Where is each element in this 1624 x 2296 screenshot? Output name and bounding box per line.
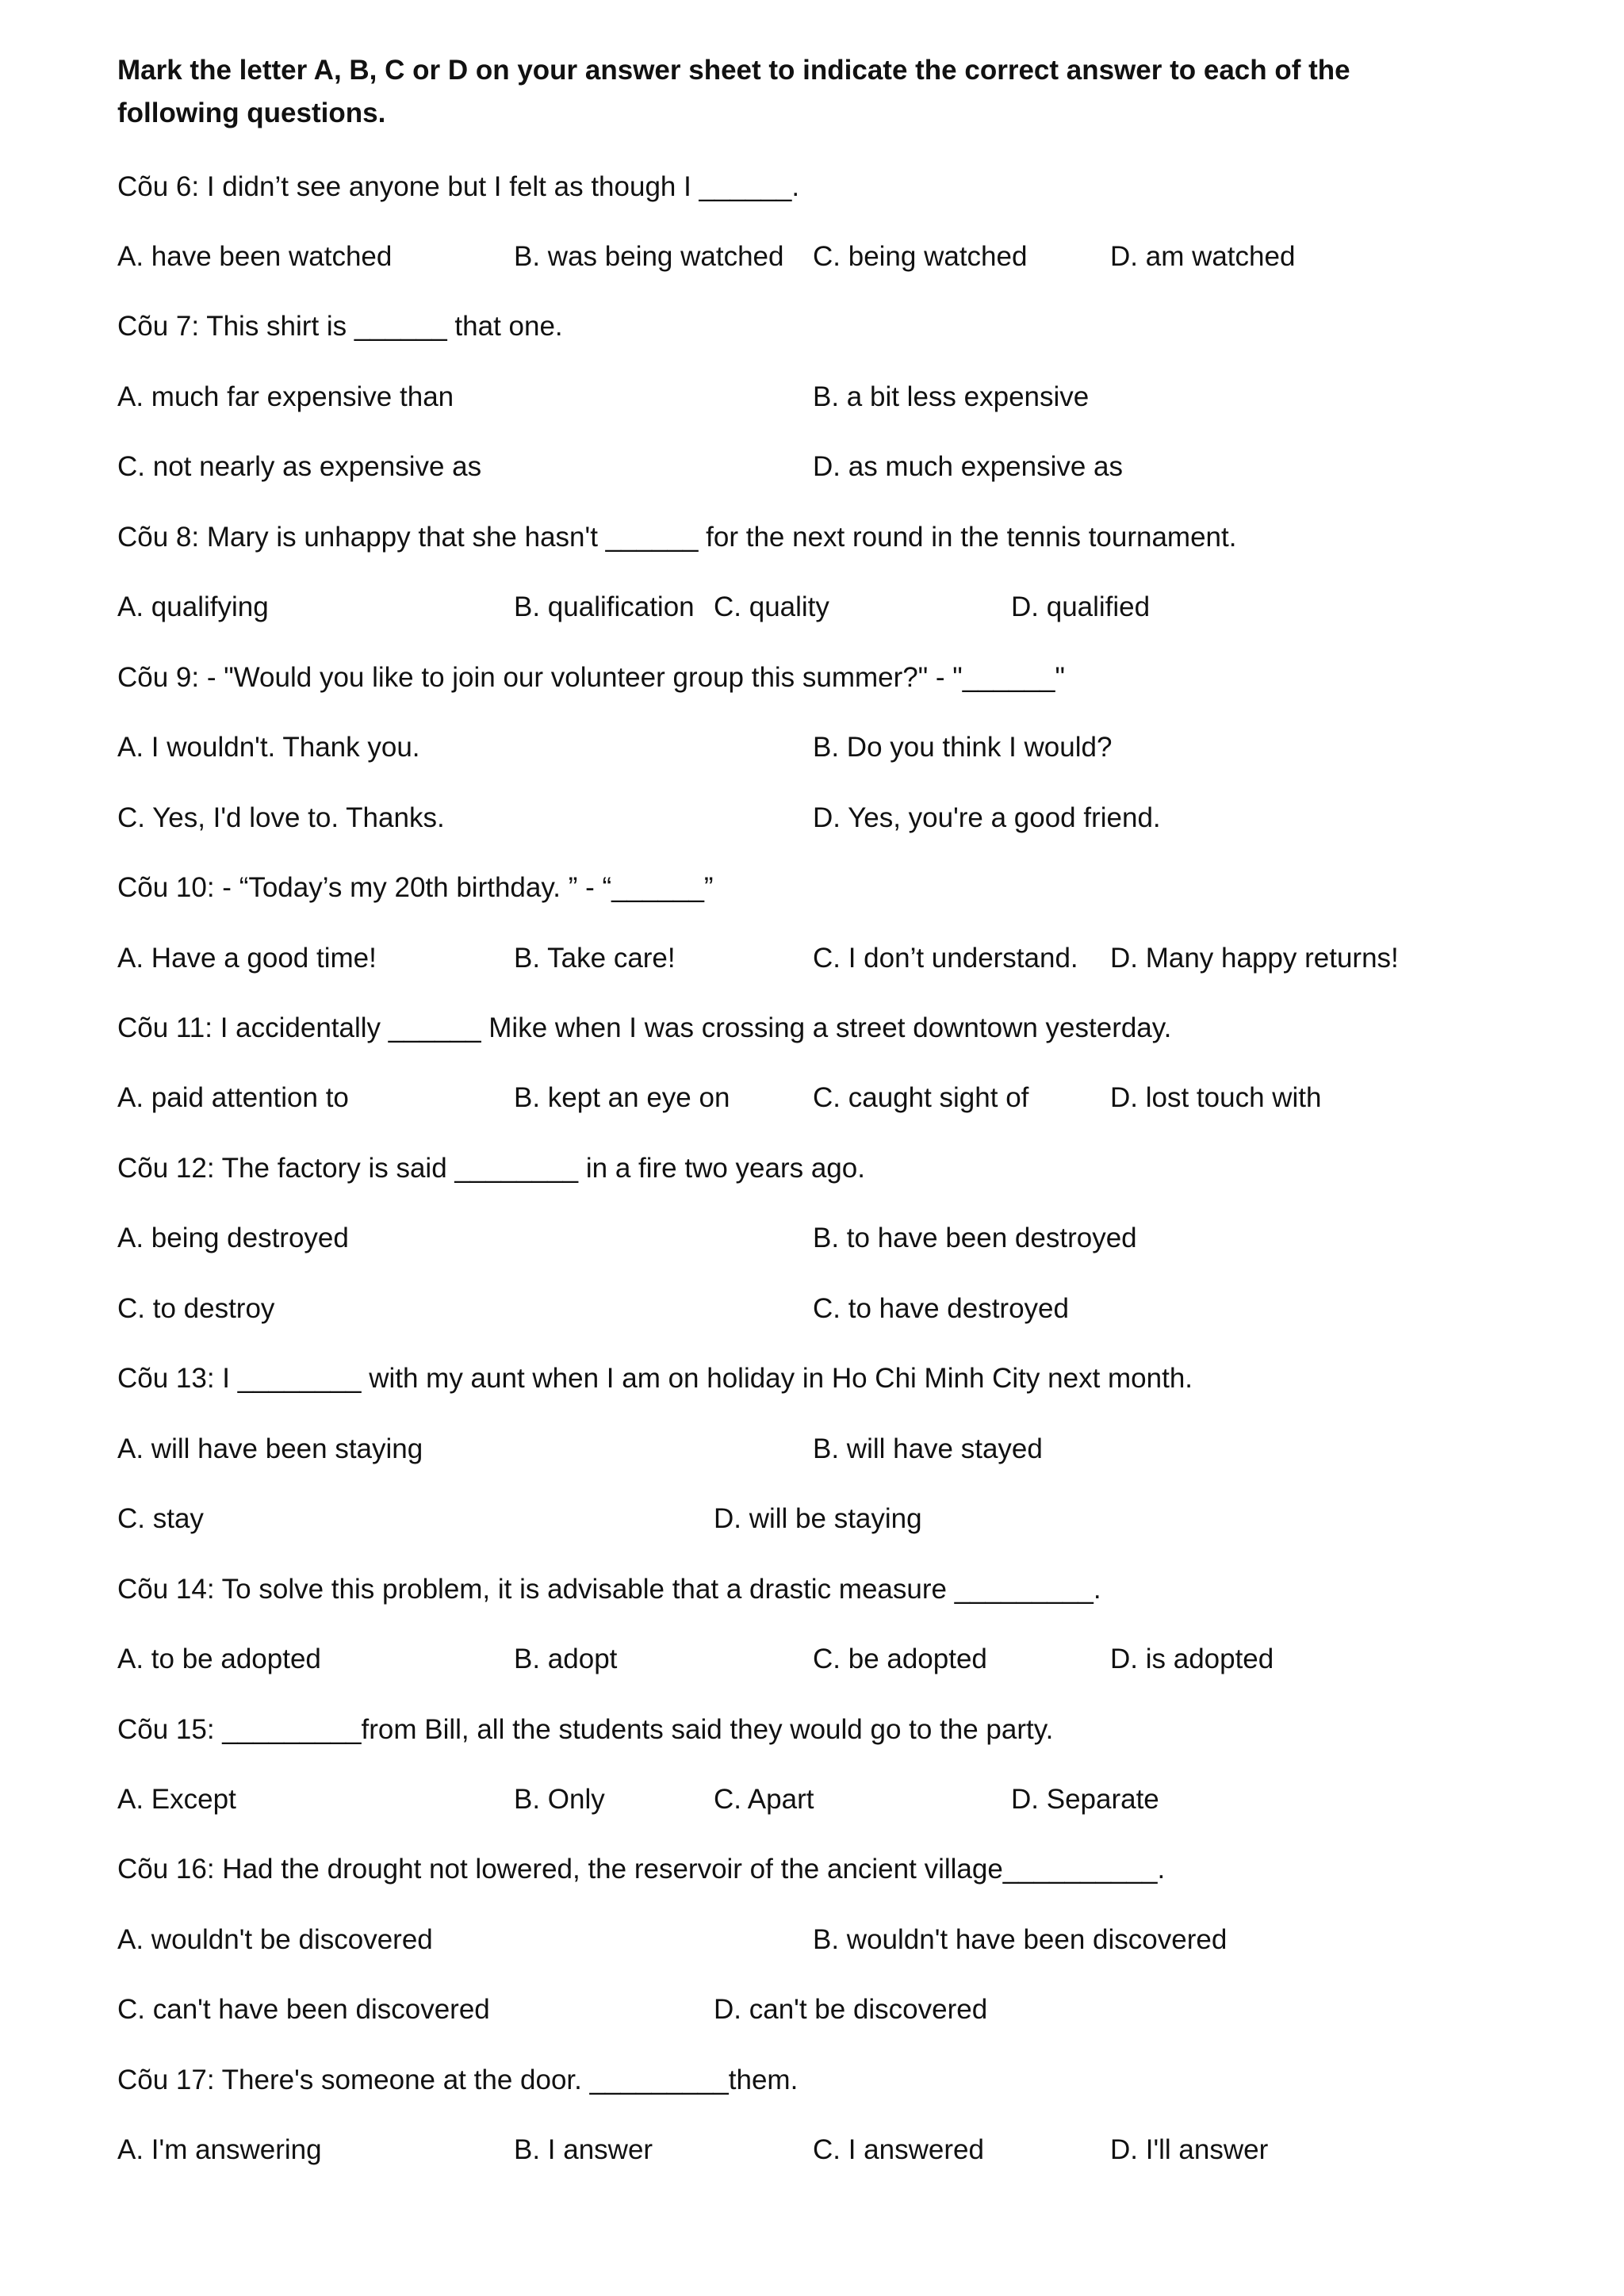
question-13-option-a: A. will have been staying [117, 1433, 423, 1464]
question-7-option-a: A. much far expensive than [117, 381, 454, 412]
question-12-option-b: B. to have been destroyed [813, 1223, 1137, 1253]
question-7-stem: Cõu 7: This shirt is ______ that one. [117, 311, 563, 342]
question-14-option-b: B. adopt [514, 1644, 618, 1674]
instruction-text: Mark the letter A, B, C or D on your answer sheet to indicate the correct answer to each of the following questions. [117, 55, 1350, 128]
question-13-option-b: B. will have stayed [813, 1433, 1043, 1464]
question-17-option-b: B. I answer [514, 2134, 653, 2165]
question-11-option-d: D. lost touch with [1110, 1082, 1322, 1113]
question-7-option-b: B. a bit less expensive [813, 381, 1090, 412]
question-16-option-a: A. wouldn't be discovered [117, 1924, 433, 1955]
question-13-option-d: D. will be staying [714, 1503, 922, 1534]
question-6-option-a: A. have been watched [117, 241, 393, 272]
question-11-option-b: B. kept an eye on [514, 1082, 730, 1113]
question-16-stem: Cõu 16: Had the drought not lowered, the reservoir of the ancient village__________. [117, 1854, 1166, 1885]
question-10-option-d: D. Many happy returns! [1110, 943, 1399, 974]
question-11-option-a: A. paid attention to [117, 1082, 349, 1113]
question-14-option-c: C. be adopted [813, 1644, 987, 1674]
question-15-option-d: D. Separate [1011, 1784, 1159, 1815]
question-9-option-d: D. Yes, you're a good friend. [813, 802, 1161, 833]
question-13-stem: Cõu 13: I ________ with my aunt when I am on holiday in Ho Chi Minh City next month. [117, 1363, 1193, 1394]
question-12-stem: Cõu 12: The factory is said ________ in a fire two years ago. [117, 1153, 865, 1184]
question-15-option-a: A. Except [117, 1784, 236, 1815]
question-16-option-c: C. can't have been discovered [117, 1994, 490, 2025]
question-8-stem: Cõu 8: Mary is unhappy that she hasn't ______ for the next round in the tennis tournament. [117, 522, 1237, 553]
question-9-option-a: A. I wouldn't. Thank you. [117, 732, 420, 763]
question-8-option-b: B. qualification [514, 591, 695, 622]
question-13-option-c: C. stay [117, 1503, 204, 1534]
question-10-option-a: A. Have a good time! [117, 943, 377, 974]
question-10-stem: Cõu 10: - “Today’s my 20th birthday. ” - “______” [117, 872, 714, 903]
question-10-option-b: B. Take care! [514, 943, 676, 974]
question-9-option-b: B. Do you think I would? [813, 732, 1113, 763]
question-17-stem: Cõu 17: There's someone at the door. _________them. [117, 2064, 799, 2095]
question-6-stem: Cõu 6: I didn’t see anyone but I felt as though I ______. [117, 171, 800, 202]
question-15-stem: Cõu 15: _________from Bill, all the students said they would go to the party. [117, 1714, 1054, 1745]
question-8-option-a: A. qualifying [117, 591, 269, 622]
question-9-option-c: C. Yes, I'd love to. Thanks. [117, 802, 445, 833]
question-7-option-c: C. not nearly as expensive as [117, 451, 482, 482]
question-12-option-d: C. to have destroyed [813, 1293, 1069, 1324]
question-8-option-d: D. qualified [1011, 591, 1151, 622]
question-10-option-c: C. I don’t understand. [813, 943, 1078, 974]
question-15-option-c: C. Apart [714, 1784, 814, 1815]
question-6-option-c: C. being watched [813, 241, 1028, 272]
question-6-option-d: D. am watched [1110, 241, 1296, 272]
question-12-option-a: A. being destroyed [117, 1223, 349, 1253]
question-7-option-d: D. as much expensive as [813, 451, 1124, 482]
question-11-option-c: C. caught sight of [813, 1082, 1029, 1113]
question-6-option-b: B. was being watched [514, 241, 784, 272]
question-17-option-a: A. I'm answering [117, 2134, 322, 2165]
question-14-option-d: D. is adopted [1110, 1644, 1274, 1674]
question-16-option-d: D. can't be discovered [714, 1994, 988, 2025]
question-17-option-c: C. I answered [813, 2134, 984, 2165]
question-15-option-b: B. Only [514, 1784, 605, 1815]
question-12-option-c: C. to destroy [117, 1293, 275, 1324]
question-9-stem: Cõu 9: - "Would you like to join our volunteer group this summer?" - "______" [117, 662, 1065, 693]
question-14-option-a: A. to be adopted [117, 1644, 321, 1674]
question-11-stem: Cõu 11: I accidentally ______ Mike when I was crossing a street downtown yesterday. [117, 1012, 1172, 1043]
question-8-option-c: C. quality [714, 591, 829, 622]
question-17-option-d: D. I'll answer [1110, 2134, 1269, 2165]
question-14-stem: Cõu 14: To solve this problem, it is advisable that a drastic measure _________. [117, 1574, 1101, 1605]
question-16-option-b: B. wouldn't have been discovered [813, 1924, 1228, 1955]
